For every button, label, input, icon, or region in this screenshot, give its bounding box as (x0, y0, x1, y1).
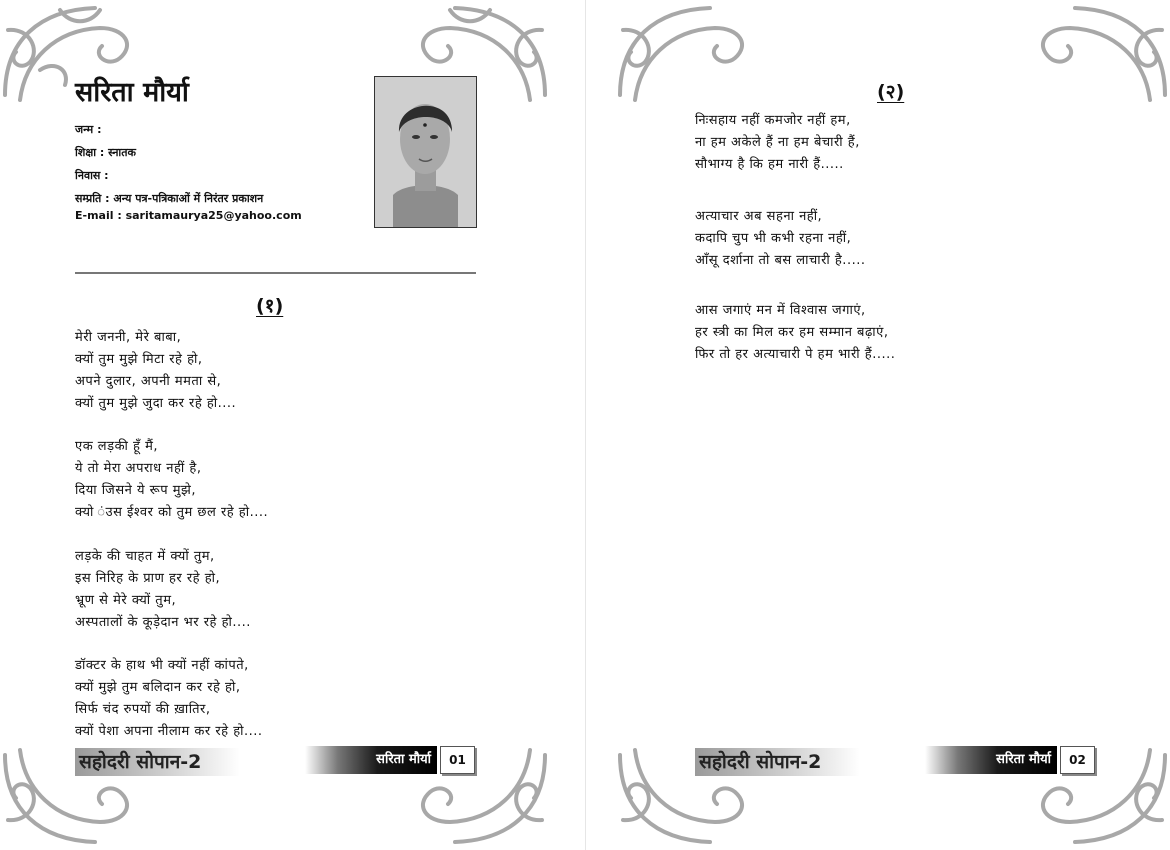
footer-book-title-right: सहोदरी सोपान-2 (695, 748, 860, 776)
corner-ornament-top-right (1020, 0, 1170, 110)
poem-line: हर स्त्री का मिल कर हम सम्मान बढ़ाएं, (695, 325, 889, 340)
poem-line: अत्याचार अब सहना नहीं, (695, 209, 823, 224)
poem-line: अपने दुलार, अपनी ममता से, (75, 374, 222, 389)
section-divider (75, 272, 476, 274)
poem-line: सौभाग्य है कि हम नारी हैं..... (695, 157, 844, 172)
poem-line: भ्रूण से मेरे क्यों तुम, (75, 593, 177, 608)
poem-line: क्यों तुम मुझे जुदा कर रहे हो.... (75, 396, 237, 411)
poem-line: दिया जिसने ये रूप मुझे, (75, 483, 196, 498)
poem-line: निःसहाय नहीं कमजोर नहीं हम, (695, 113, 851, 128)
stanza-1-2 (75, 436, 268, 524)
poem-line: ना हम अकेले हैं ना हम बेचारी हैं, (695, 135, 860, 150)
stanza-1-4 (75, 655, 263, 743)
poem-number-1: (१) (256, 295, 284, 317)
poem-line: कदापि चुप भी कभी रहना नहीं, (695, 231, 852, 246)
stanza-1-1 (75, 327, 236, 415)
poem-line: क्यों तुम मुझे मिटा रहे हो, (75, 352, 203, 367)
stanza-1-3 (75, 546, 251, 634)
info-residence: निवास : (75, 169, 109, 182)
poem-line: सिर्फ चंद रुपयों की ख़ातिर, (75, 702, 211, 717)
footer-book-title: सहोदरी सोपान-2 (75, 748, 240, 776)
author-photo (374, 76, 477, 228)
poem-line: लड़के की चाहत में क्यों तुम, (75, 549, 215, 564)
poem-line: क्यों पेशा अपना नीलाम कर रहे हो.... (75, 724, 263, 739)
poem-line: इस निरिह के प्राण हर रहे हो, (75, 571, 221, 586)
info-education: शिक्षा : स्नातक (75, 146, 136, 159)
stanza-2-1 (695, 110, 860, 176)
info-email: E-mail : saritamaurya25@yahoo.com (75, 209, 302, 222)
page-number: 01 (440, 746, 475, 774)
stanza-2-2 (695, 206, 865, 272)
poem-line: आँसू दर्शाना तो बस लाचारी है..... (695, 253, 866, 268)
poem-line: अस्पतालों के कूड़ेदान भर रहे हो.... (75, 615, 251, 630)
poem-line: क्यों मुझे तुम बलिदान कर रहे हो, (75, 680, 241, 695)
footer-author: सरिता मौर्या (305, 746, 437, 774)
info-engagement: सम्प्रति : अन्य पत्र-पत्रिकाओं में निरंतर प्रकाशन (75, 192, 264, 205)
poem-line: मेरी जननी, मेरे बाबा, (75, 330, 182, 345)
stanza-2-3 (695, 300, 895, 366)
corner-ornament-top-left-right-page (615, 0, 765, 110)
info-birth: जन्म : (75, 123, 102, 136)
poem-number-2: (२) (877, 81, 905, 103)
poem-line: डॉक्टर के हाथ भी क्यों नहीं कांपते, (75, 658, 249, 673)
page-gutter (585, 0, 586, 850)
poem-line: फिर तो हर अत्याचारी पे हम भारी हैं..... (695, 347, 896, 362)
footer-author-right: सरिता मौर्या (925, 746, 1057, 774)
author-info (75, 118, 302, 224)
author-name: सरिता मौर्या (75, 77, 189, 108)
poem-line: क्यो ंउस ईश्वर को तुम छल रहे हो.... (75, 505, 269, 520)
poem-line: एक लड़की हूँ मैं, (75, 439, 158, 454)
page-number-right: 02 (1060, 746, 1095, 774)
poem-line: आस जगाएं मन में विश्वास जगाएं, (695, 303, 866, 318)
poem-line: ये तो मेरा अपराध नहीं है, (75, 461, 202, 476)
